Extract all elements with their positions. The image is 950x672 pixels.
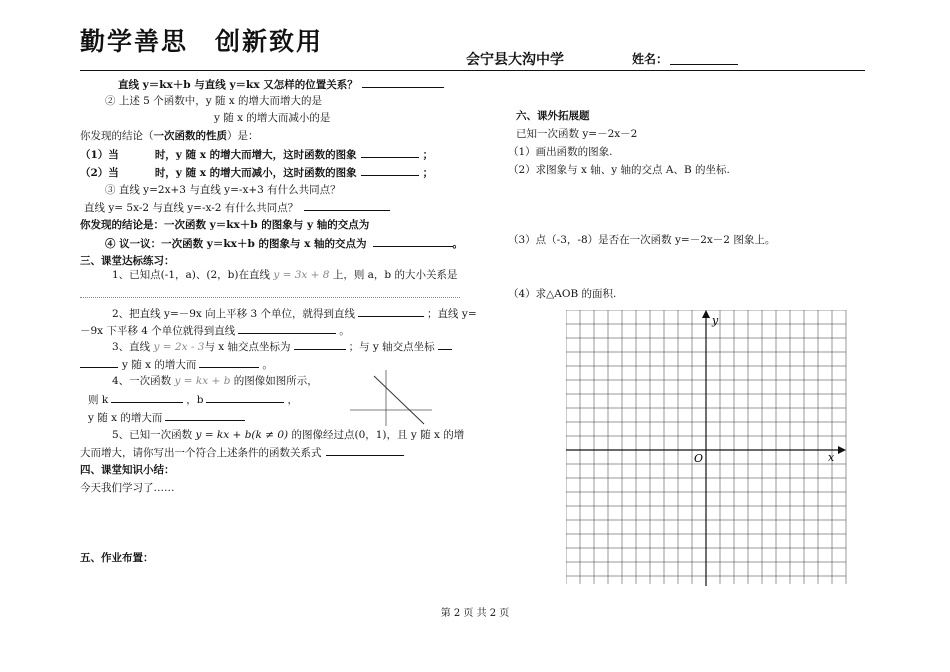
- blank-q3c[interactable]: [80, 357, 118, 368]
- question-4-k: 则 k ，b ，: [88, 394, 298, 406]
- blank-10[interactable]: [373, 236, 453, 247]
- y-axis-label: y: [712, 314, 719, 327]
- origin-label: O: [694, 452, 704, 465]
- right-line-5: （4）求△AOB 的面积.: [508, 288, 617, 300]
- blank-q3a[interactable]: [294, 339, 346, 350]
- y-axis-arrow: [702, 310, 710, 318]
- question-4: 4、一次函数 y = kx + b 的图像如图所示，: [112, 375, 318, 387]
- line-10: ④ 议一议：一次函数 y＝kx＋b 的图象与 x 轴的交点为 。: [105, 238, 464, 250]
- question-4-y: y 随 x 的增大而: [88, 410, 245, 425]
- section-6-title: 六、课外拓展题: [516, 110, 590, 122]
- name-label: 姓名：: [632, 52, 669, 66]
- school-name: 会宁县大沟中学: [466, 52, 564, 68]
- line-1: 直线 y＝kx＋b 与直线 y＝kx 又怎样的位置关系？: [118, 77, 444, 92]
- right-line-2: （1）画出函数的图象.: [508, 146, 613, 158]
- right-line-3: （2）求图象与 x 轴、y 轴的交点 A、B 的坐标.: [508, 164, 730, 176]
- blank-1[interactable]: [362, 77, 444, 88]
- line-9: 你发现的结论是：一次函数 y＝kx＋b 的图象与 y 轴的交点为: [80, 219, 370, 231]
- q4-graph: [348, 366, 434, 428]
- line-7: ③ 直线 y=2x+3 与直线 y=-x+3 有什么共同点？: [105, 184, 341, 196]
- blank-q3b[interactable]: [438, 339, 452, 350]
- line-5: （1）当 时，y 随 x 的增大而增大，这时函数的图象 ；: [80, 149, 434, 161]
- right-line-4: （3）点（-3，-8）是否在一次函数 y=－2x－2 图象上。: [508, 234, 776, 246]
- question-2: 2、把直线 y=－9x 向上平移 3 个单位，就得到直线 ；直线 y=: [112, 308, 477, 320]
- x-axis-label: x: [828, 451, 835, 464]
- name-blank[interactable]: [670, 64, 738, 65]
- line-6: （2）当 时，y 随 x 的增大而减小，这时函数的图象 ；: [80, 167, 434, 179]
- blank-6[interactable]: [361, 165, 419, 176]
- blank-5[interactable]: [361, 147, 419, 158]
- x-axis-arrow: [838, 446, 846, 454]
- question-2-cont: －9x 下平移 4 个单位就得到直线 。: [80, 325, 350, 337]
- blank-q4y[interactable]: [165, 410, 245, 421]
- question-3: 3、直线 y = 2x - 3与 x 轴交点坐标为 ；与 y 轴交点坐标: [112, 339, 452, 354]
- coordinate-grid[interactable]: [566, 310, 850, 586]
- header-rule: [80, 70, 865, 71]
- q4-line: [374, 376, 424, 424]
- answer-line-1[interactable]: [80, 297, 460, 298]
- section-5-title: 五、作业布置：: [80, 552, 154, 564]
- blank-q2b[interactable]: [238, 323, 336, 334]
- blank-q2a[interactable]: [358, 306, 424, 317]
- banner-title: 勤学善思 创新致用: [80, 27, 324, 56]
- question-5-cont: 大而增大，请你写出一个符合上述条件的函数关系式: [80, 445, 404, 460]
- summary-text: 今天我们学习了……: [80, 482, 175, 494]
- blank-q4b[interactable]: [206, 392, 284, 403]
- line-3: y 随 x 的增大而减小的是: [214, 112, 331, 124]
- line-8: 直线 y= 5x-2 与直线 y=-x-2 有什么共同点？: [84, 200, 390, 215]
- blank-q3d[interactable]: [199, 357, 259, 368]
- blank-8[interactable]: [304, 200, 390, 211]
- section-4-title: 四、课堂知识小结：: [80, 464, 175, 476]
- blank-q5[interactable]: [326, 445, 404, 456]
- question-5: 5、已知一次函数 y = kx + b(k ≠ 0) 的图像经过点(0，1)，且 y 随 x 的增: [112, 429, 465, 441]
- section-3-title: 三、课堂达标练习：: [80, 255, 175, 267]
- page-footer: 第 2 页 共 2 页: [440, 608, 510, 619]
- right-line-1: 已知一次函数 y=－2x－2: [516, 128, 638, 140]
- blank-q4k[interactable]: [111, 392, 183, 403]
- line-2: ② 上述 5 个函数中，y 随 x 的增大而增大的是: [105, 95, 323, 107]
- question-3-cont: y 随 x 的增大而 。: [80, 357, 273, 372]
- line-4: 你发现的结论（一次函数的性质）是：: [80, 130, 259, 142]
- question-1: 1、已知点(-1，a)、(2，b)在直线 y = 3x + 8 上，则 a，b 的大小关系是: [112, 269, 458, 281]
